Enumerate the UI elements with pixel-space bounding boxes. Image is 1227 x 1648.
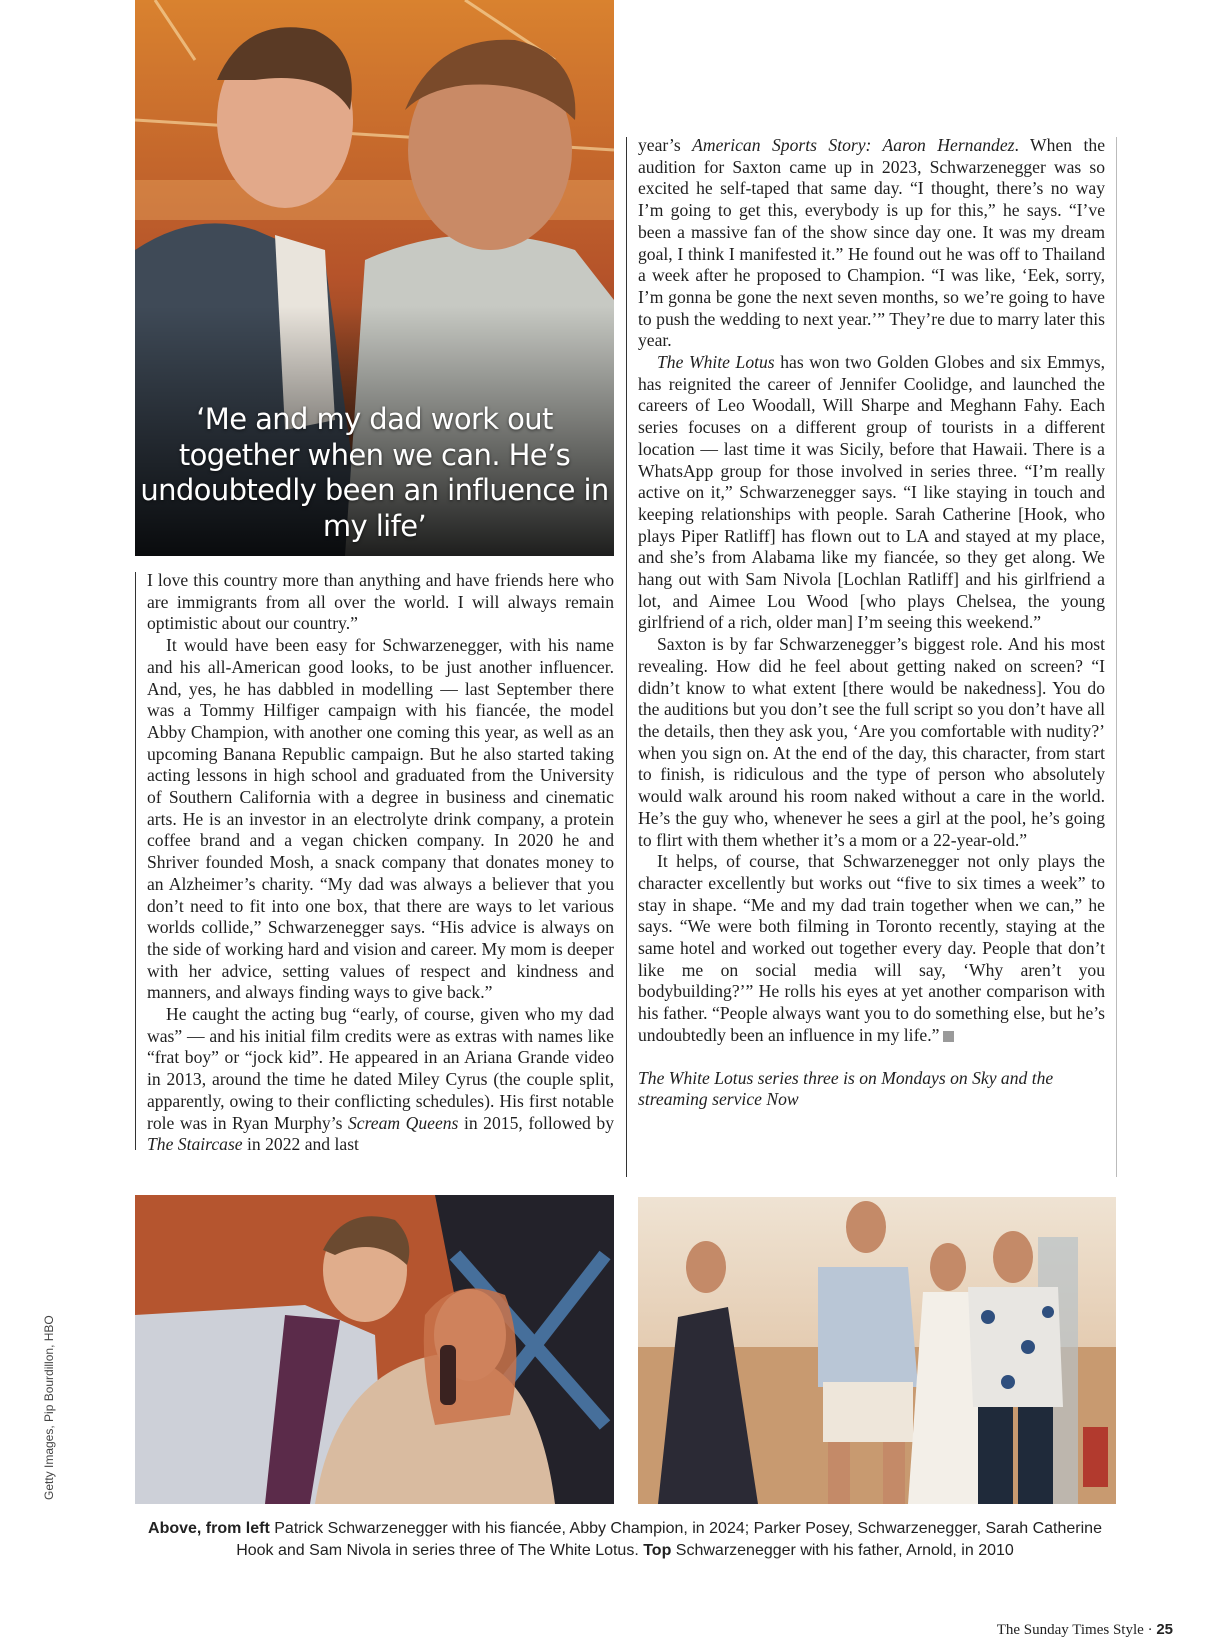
photo-credit: Getty Images, Pip Bourdillon, HBO [42,1315,56,1500]
broadcast-footnote: The White Lotus series three is on Mondays on Sky and the streaming service Now [638,1067,1054,1110]
photo-couple [135,1195,614,1504]
paragraph: It helps, of course, that Schwarzenegger not only plays the character excellently but works out “five to six times a week” to stay in shape. “Me and my dad train together when we can,” he says. “We were both filming in Toronto recently, staying at the same hotel and worked out together every day. People that don’t like me on social media will say, ‘Why aren’t you bodybuilding?’” He rolls his eyes at yet another comparison with his father. “People always want you to do something else, but he’s undoubtedly been an influence in my life.” [638,851,1105,1045]
paragraph: The White Lotus has won two Golden Globes and six Emmys, has reignited the career of Jennifer Coolidge, and launched the careers of Leo Woodall, Will Sharpe and Meghann Fahy. Each series focuses on a different group of tourists in a different location — last time it was Sicily, before that Hawaii. There is a WhatsApp group for those involved in series three. “I’m really active on it,” Schwarzenegger says. “I like staying in touch and keeping relationships with people. Sarah Catherine [Hook, who plays Piper Ratliff] has flown out to LA and stayed at my place, and she’s from Alabama like my fiancée, so they get along. We hang out with Sam Nivola [Lochlan Ratliff] and his girlfriend a lot, and Aimee Lou Wood [who plays Chelsea, the young girlfriend of a rich, older man] I’m seeing this weekend.” [638,352,1106,633]
page-number: 25 [1156,1621,1173,1638]
pull-quote: ‘Me and my dad work out together when we can. He’s undoubtedly been an influence in my life’ [140,402,609,543]
paragraph: year’s American Sports Story: Aaron Hernandez. When the audition for Saxton came up in 2023, Schwarzenegger was so excited he self-taped that same day. “I thought, there’s no way I’m going to get this, everybody is up for this,” he says. “I’ve been a massive fan of the show since day one. It was my dream goal, I think I manifested it.” He found out he was off to Thailand a week after he proposed to Champion. “I was like, ‘Eek, sorry, I’m gonna be gone the next seven months, so we’re going to have to push the wedding to next year.’” They’re due to marry later this year. [638,135,1105,351]
photo-caption: Above, from left Patrick Schwarzenegger with his fiancée, Abby Champion, in 2024; Parker Posey, Schwarzenegger, Sarah Catherine Hook and Sam Nivola in series three of The White Lotus. Top Schwarzenegger with his father, Arnold, in 2010 [148,1520,1102,1559]
article-column-left [147,570,614,1156]
paragraph: It would have been easy for Schwarzenegger, with his name and his all-American good looks, to be just another influencer. And, yes, he has dabbled in modelling — last September there was a Tommy Hilfiger campaign with his fiancée, the model Abby Champion, with another one coming this year, as well as an upcoming Banana Republic campaign. But he also started taking acting lessons in high school and graduated from the University of Southern California with a degree in business and cinematic arts. He is an investor in an electrolyte drink company, a protein coffee brand and a vegan chicken company. In 2020 he and Shriver founded Mosh, a snack company that donates money to an Alzheimer’s charity. “My dad was always a believer that you don’t need to fit into one box, that there are ways to let various worlds collide,” Schwarzenegger says. “His advice is always on the side of working hard and vision and career. My mom is deeper with her advice, setting values of respect and kindness and manners, and always finding ways to give back.” [147,635,614,1003]
end-mark-icon [943,1031,954,1042]
article-column-right [638,135,1105,1111]
publication-name: The Sunday Times Style [996,1622,1144,1638]
paragraph: He caught the acting bug “early, of course, given who my dad was” — and his initial film credits were as extras with names like “frat boy” or “jock kid”. He appeared in an Ariana Grande video in 2013, around the time he dated Miley Cyrus (the couple split, apparently, owing to their conflicting schedules). His first notable role was in Ryan Murphy’s Scream Queens in 2015, followed by The Staircase in 2022 and last [147,1004,614,1155]
page-folio: The Sunday Times Style · 25 [996,1621,1173,1638]
photo-white-lotus-cast [638,1197,1116,1504]
paragraph: I love this country more than anything and have friends here who are immigrants from all over the world. I will always remain optimistic about our country.” [147,570,614,634]
paragraph: Saxton is by far Schwarzenegger’s biggest role. And his most revealing. How did he feel about getting naked on screen? “I didn’t know to what extent [there would be nakedness]. You do the auditions but you don’t see the full script so you don’t have all the details, then they ask you, ‘Are you comfortable with nudity?’ when you sign on. At the end of the day, this character, from start to finish, is ridiculous and the type of person who absolutely would walk around his room naked without a care in the world. He’s the guy who, whenever he sees a girl at the pool, he’s going to flirt with them whether it’s a mom or a 22-year-old.” [638,634,1105,850]
